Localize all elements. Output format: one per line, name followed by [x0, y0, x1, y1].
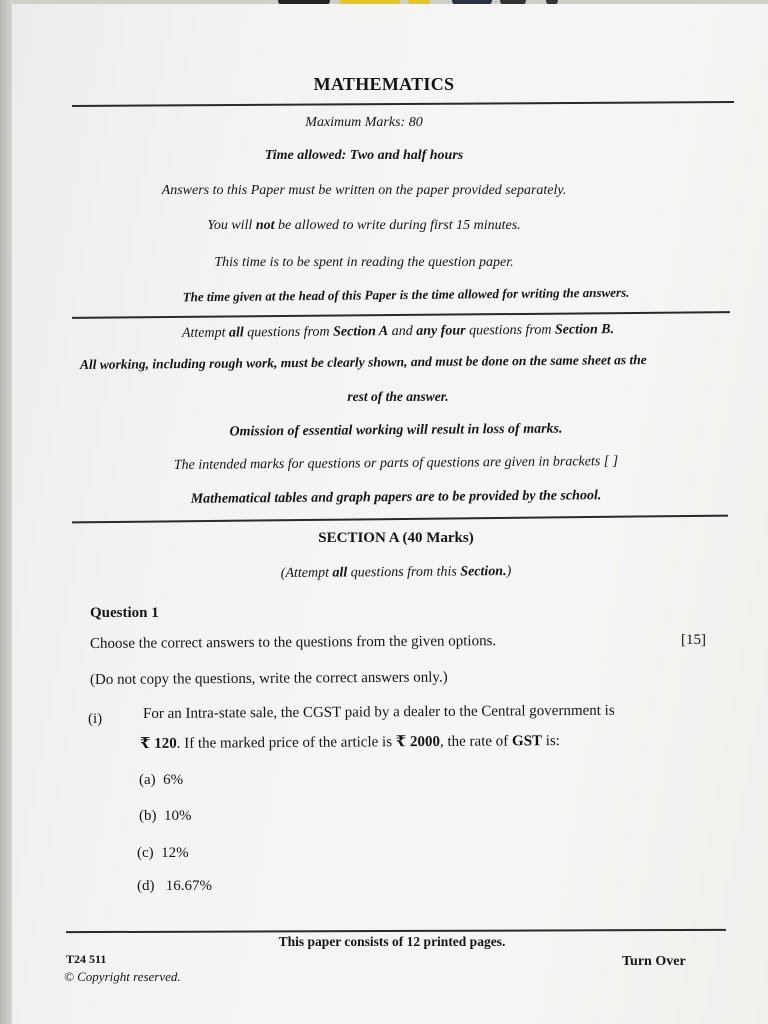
tables-note: Mathematical tables and graph papers are to be provided by the school.	[190, 488, 602, 507]
part-i-line2: ₹ 120. If the marked price of the article is ₹ 2000, the rate of GST is:	[139, 733, 561, 752]
option-c: (c) 12%	[137, 845, 189, 861]
copyright-note: © Copyright reserved.	[64, 969, 181, 984]
intended-marks-note: The intended marks for questions or parts of questions are given in brackets [ ]	[173, 454, 619, 473]
question-1-marks: [15]	[681, 632, 706, 648]
question-1-note: (Do not copy the questions, write the correct answers only.)	[89, 669, 448, 688]
section-a-heading: SECTION A (40 Marks)	[318, 530, 474, 546]
question-1-instruction: Choose the correct answers to the questions from the given options.	[89, 633, 497, 652]
omission-note: Omission of essential working will result in loss of marks.	[229, 421, 563, 440]
reading-note: This time is to be spent in reading the question paper.	[214, 255, 514, 270]
attempt-instruction: Attempt all questions from Section A and any four questions from Section B.	[181, 322, 615, 341]
answers-note: Answers to this Paper must be written on the paper provided separately.	[161, 183, 567, 198]
max-marks: Maximum Marks: 80	[305, 115, 423, 130]
page-title: MATHEMATICS	[313, 74, 455, 94]
page-count-note: This paper consists of 12 printed pages.	[278, 934, 506, 949]
turn-over: Turn Over	[622, 954, 686, 969]
part-i-line1: For an Intra-state sale, the CGST paid by a dealer to the Central government is	[142, 702, 615, 722]
section-a-subheading: (Attempt all questions from this Section.)	[280, 563, 512, 582]
working-note-line1: All working, including rough work, must be clearly shown, and must be done on the same sheet as the	[79, 352, 647, 372]
option-a: (a) 6%	[139, 772, 184, 788]
part-i-number: (i)	[88, 711, 103, 727]
question-1-label: Question 1	[90, 605, 159, 621]
not-allowed-note: You will not be allowed to write during first 15 minutes.	[207, 218, 521, 233]
time-given-note: The time given at the head of this Paper is the time allowed for writing the answers.	[182, 284, 630, 305]
paper-code: T24 511	[66, 952, 107, 966]
option-d: (d) 16.67%	[137, 878, 212, 894]
option-b: (b) 10%	[139, 808, 192, 824]
working-note-line2: rest of the answer.	[347, 389, 449, 404]
time-allowed: Time allowed: Two and half hours	[264, 148, 464, 163]
